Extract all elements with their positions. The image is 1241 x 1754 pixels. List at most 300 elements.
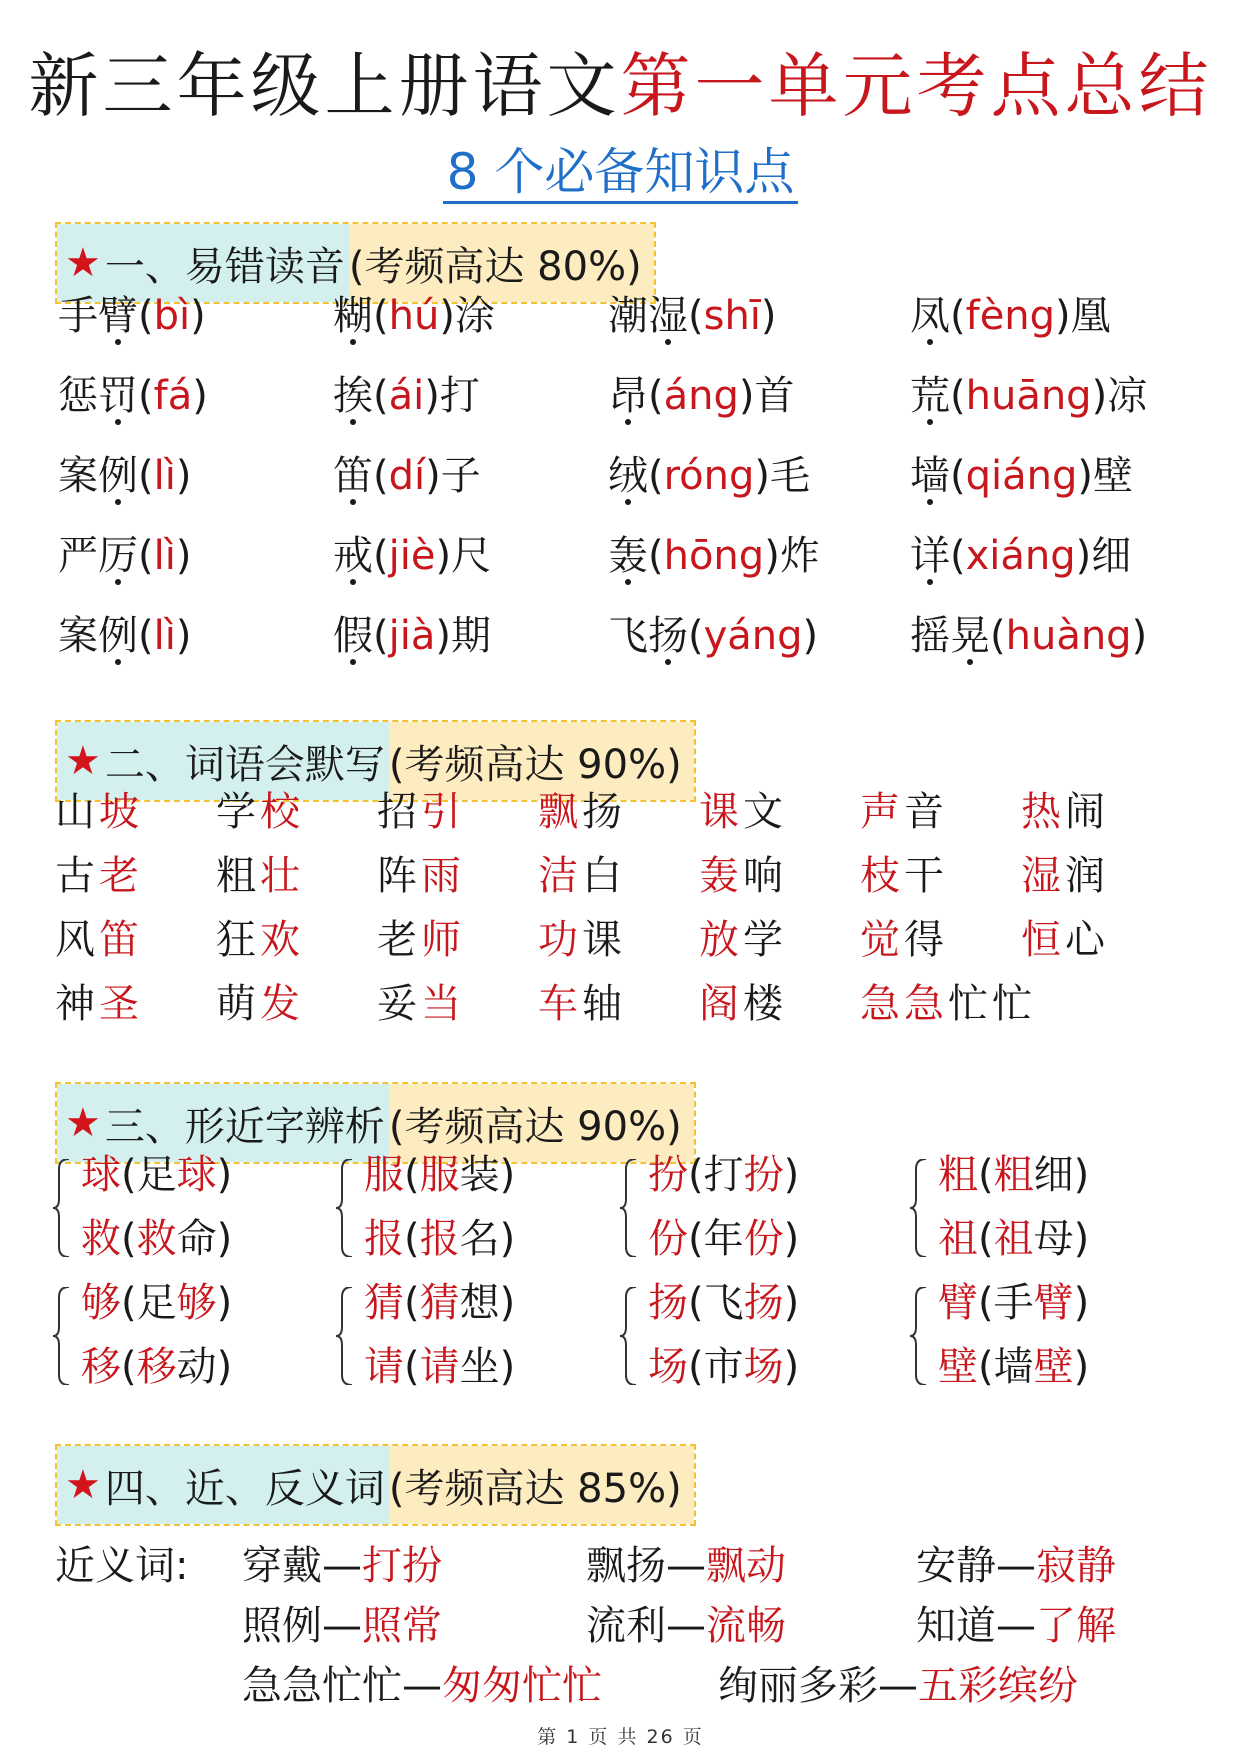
word-first-part: 学 [216, 789, 260, 835]
paren-close: ) [764, 533, 780, 579]
word-item [538, 845, 626, 907]
synonyms-label: 近义词: [55, 1543, 189, 1589]
paren-open: ( [373, 533, 389, 579]
reading-word-part: 案 [58, 453, 98, 499]
word-second-part: 扬 [582, 789, 626, 835]
word-first-part: 神 [55, 981, 99, 1027]
example-char: 名 [459, 1216, 500, 1262]
dotted-character: 罚 [98, 361, 138, 431]
paren-open: ( [138, 613, 154, 659]
brace-icon [53, 1287, 71, 1385]
title-black: 新三年级上册语文 [28, 45, 621, 127]
paren-close: ) [499, 1152, 516, 1198]
synonym-dash: — [322, 1543, 362, 1589]
word-second-part: 欢 [260, 917, 304, 963]
word-item [538, 781, 626, 843]
reading-item [333, 281, 495, 351]
reading-word-part: 涂 [454, 293, 495, 339]
similar-char: 扬 [648, 1280, 688, 1326]
similar-line-2 [938, 1337, 1089, 1397]
similar-line-1 [648, 1145, 799, 1205]
word-second-part: 润 [1065, 853, 1109, 899]
word-item [860, 973, 1036, 1035]
synonym-pair [916, 1596, 1116, 1656]
dotted-character: 笛 [333, 441, 373, 511]
word-second-part: 音 [904, 789, 948, 835]
word-second-part: 楼 [743, 981, 787, 1027]
paren-open: ( [138, 373, 154, 419]
example-char: 祖 [993, 1216, 1034, 1262]
similar-char: 移 [81, 1344, 121, 1390]
word-first-part: 功 [538, 917, 582, 963]
reading-item [58, 281, 206, 351]
reading-word-part: 凰 [1070, 293, 1111, 339]
section-4-header [55, 1444, 696, 1526]
similar-char-pair [622, 1273, 882, 1399]
paren-close: ) [216, 1216, 233, 1262]
word-item [1021, 781, 1109, 843]
paren-close: ) [1073, 1344, 1090, 1390]
synonym-word: 照例 [242, 1603, 322, 1649]
paren-open: ( [373, 293, 389, 339]
reading-item [58, 441, 191, 511]
paren-close: ) [738, 373, 755, 419]
pinyin: shī [703, 293, 761, 339]
word-first-part: 阁 [699, 981, 743, 1027]
word-first-part: 急急 [860, 981, 948, 1027]
word-item [699, 973, 787, 1035]
reading-word-part: 子 [440, 453, 481, 499]
synonym-pair [242, 1596, 442, 1656]
synonym-pair [242, 1656, 602, 1716]
word-item [55, 909, 143, 971]
reading-item [608, 281, 777, 351]
synonym-dash: — [322, 1603, 362, 1649]
page-footer: 第 1 页 共 26 页 [537, 1726, 704, 1748]
paren-close: ) [425, 453, 441, 499]
similar-char: 请 [364, 1344, 404, 1390]
synonym-dash: — [402, 1663, 442, 1709]
similar-line-2 [648, 1209, 799, 1269]
word-item [377, 973, 465, 1035]
pinyin: huāng [965, 373, 1092, 419]
title-red: 第一单元考点总结 [620, 45, 1213, 127]
word-second-part: 当 [421, 981, 465, 1027]
word-item [1021, 845, 1109, 907]
paren-close: ) [754, 453, 770, 499]
paren-open: ( [978, 1344, 994, 1390]
dotted-character: 挨 [333, 361, 373, 431]
dotted-character: 糊 [333, 281, 373, 351]
paren-open: ( [688, 1344, 704, 1390]
paren-close: ) [499, 1344, 516, 1390]
similar-char: 猜 [364, 1280, 404, 1326]
paren-close: ) [1091, 373, 1108, 419]
example-char: 服 [419, 1152, 460, 1198]
reading-word-part: 期 [450, 613, 491, 659]
similar-char: 祖 [938, 1216, 978, 1262]
paren-close: ) [1073, 1280, 1090, 1326]
synonym-pair [586, 1596, 786, 1656]
synonym-dash: — [996, 1543, 1036, 1589]
paren-open: ( [373, 613, 389, 659]
word-second-part: 引 [421, 789, 465, 835]
similar-char: 报 [364, 1216, 404, 1262]
word-item [216, 973, 304, 1035]
word-second-part: 白 [582, 853, 626, 899]
reading-word-part: 壁 [1092, 453, 1133, 499]
paren-open: ( [978, 1280, 994, 1326]
paren-close: ) [1073, 1216, 1090, 1262]
pinyin: hú [388, 293, 440, 339]
example-char: 装 [459, 1152, 500, 1198]
word-second-part: 壮 [260, 853, 304, 899]
reading-item [58, 601, 191, 671]
paren-close: ) [499, 1280, 516, 1326]
synonym-pair [586, 1536, 786, 1596]
dotted-character: 例 [98, 441, 138, 511]
paren-open: ( [648, 453, 664, 499]
word-first-part: 恒 [1021, 917, 1065, 963]
similar-char-pair [912, 1273, 1172, 1399]
example-char: 壁 [1033, 1344, 1074, 1390]
example-char: 足 [136, 1280, 177, 1326]
synonym-word: 知道 [916, 1603, 996, 1649]
similar-char-pair [622, 1145, 882, 1271]
similar-line-2 [364, 1337, 515, 1397]
pinyin: huàng [1005, 613, 1132, 659]
synonym-word: 绚丽多彩 [718, 1663, 878, 1709]
reading-item [910, 601, 1147, 671]
paren-open: ( [648, 373, 664, 419]
similar-line-1 [364, 1145, 515, 1205]
paren-open: ( [990, 613, 1006, 659]
paren-open: ( [978, 1152, 994, 1198]
word-second-part: 响 [743, 853, 787, 899]
word-item [699, 845, 787, 907]
reading-word-part: 凉 [1107, 373, 1148, 419]
brace-icon [620, 1159, 638, 1257]
section-1-frequency: (考频高达 80%) [349, 224, 654, 302]
example-char: 墙 [993, 1344, 1034, 1390]
example-char: 扮 [743, 1152, 784, 1198]
word-item [860, 781, 948, 843]
paren-open: ( [121, 1344, 137, 1390]
word-second-part: 校 [260, 789, 304, 835]
word-second-part: 课 [582, 917, 626, 963]
pinyin: jià [388, 613, 436, 659]
word-second-part: 得 [904, 917, 948, 963]
section-4-name: 四、近、反义词 [104, 1465, 385, 1512]
paren-open: ( [373, 373, 389, 419]
synonym-answer: 匆匆忙忙 [442, 1663, 602, 1709]
example-char: 移 [136, 1344, 177, 1390]
reading-word-part: 摇 [910, 613, 950, 659]
reading-word-part: 严 [58, 533, 98, 579]
reading-item [608, 601, 818, 671]
paren-open: ( [138, 293, 154, 339]
dotted-character: 凤 [910, 281, 950, 351]
word-second-part: 忙忙 [948, 981, 1036, 1027]
similar-char: 臂 [938, 1280, 978, 1326]
example-char: 飞 [703, 1280, 744, 1326]
similar-char: 救 [81, 1216, 121, 1262]
word-second-part: 雨 [421, 853, 465, 899]
pinyin: róng [663, 453, 755, 499]
paren-close: ) [175, 613, 192, 659]
section-4-frequency: (考频高达 85%) [389, 1446, 694, 1524]
synonym-answer: 流畅 [706, 1603, 786, 1649]
word-first-part: 枝 [860, 853, 904, 899]
dotted-character: 假 [333, 601, 373, 671]
synonym-answer: 了解 [1036, 1603, 1116, 1649]
pinyin: ái [388, 373, 425, 419]
word-item [377, 845, 465, 907]
example-char: 臂 [1033, 1280, 1074, 1326]
reading-word-part: 案 [58, 613, 98, 659]
synonym-dash: — [666, 1603, 706, 1649]
paren-open: ( [978, 1216, 994, 1262]
paren-close: ) [760, 293, 777, 339]
word-item [538, 973, 626, 1035]
paren-close: ) [1077, 453, 1093, 499]
brace-icon [910, 1159, 928, 1257]
reading-item [58, 361, 208, 431]
reading-word-part: 毛 [770, 453, 810, 499]
example-char: 打 [703, 1152, 744, 1198]
reading-item [608, 361, 794, 431]
paren-open: ( [950, 453, 966, 499]
word-second-part: 闹 [1065, 789, 1109, 835]
dotted-character: 例 [98, 601, 138, 671]
paren-close: ) [1055, 293, 1071, 339]
word-item [55, 845, 143, 907]
dotted-character: 晃 [950, 601, 990, 671]
pinyin: lì [153, 613, 176, 659]
dotted-character: 臂 [98, 281, 138, 351]
pinyin: fá [153, 373, 193, 419]
paren-open: ( [688, 1216, 704, 1262]
similar-line-2 [81, 1209, 232, 1269]
synonym-word: 急急忙忙 [242, 1663, 402, 1709]
paren-close: ) [499, 1216, 516, 1262]
paren-open: ( [404, 1216, 420, 1262]
similar-char-pair [55, 1145, 315, 1271]
paren-close: ) [175, 533, 192, 579]
word-item [538, 909, 626, 971]
example-char: 坐 [459, 1344, 500, 1390]
word-second-part: 干 [904, 853, 948, 899]
dotted-character: 轰 [608, 521, 648, 591]
reading-word-part: 细 [1091, 533, 1132, 579]
similar-line-2 [648, 1337, 799, 1397]
section-2-name: 二、词语会默写 [104, 741, 385, 788]
reading-word-part: 炸 [779, 533, 820, 579]
star-icon: ★ [65, 240, 101, 286]
reading-word-part: 手 [58, 293, 98, 339]
similar-char: 份 [648, 1216, 688, 1262]
word-second-part: 老 [99, 853, 143, 899]
synonym-word: 流利 [586, 1603, 666, 1649]
word-first-part: 老 [377, 917, 421, 963]
word-item [216, 845, 304, 907]
paren-open: ( [138, 533, 154, 579]
brace-icon [620, 1287, 638, 1385]
word-first-part: 觉 [860, 917, 904, 963]
reading-item [910, 441, 1133, 511]
word-second-part: 发 [260, 981, 304, 1027]
word-first-part: 山 [55, 789, 99, 835]
similar-line-2 [938, 1209, 1089, 1269]
synonym-pair [718, 1656, 1078, 1716]
word-first-part: 课 [699, 789, 743, 835]
word-first-part: 声 [860, 789, 904, 835]
reading-item [910, 281, 1111, 351]
word-first-part: 放 [699, 917, 743, 963]
example-char: 足 [136, 1152, 177, 1198]
section-4-title [57, 1446, 389, 1524]
word-item [860, 845, 948, 907]
word-first-part: 风 [55, 917, 99, 963]
pinyin: dí [388, 453, 426, 499]
synonym-answer: 打扮 [362, 1543, 442, 1589]
word-first-part: 萌 [216, 981, 260, 1027]
synonym-answer: 飘动 [706, 1543, 786, 1589]
paren-open: ( [121, 1152, 137, 1198]
paren-close: ) [216, 1280, 233, 1326]
example-char: 球 [176, 1152, 217, 1198]
example-char: 救 [136, 1216, 177, 1262]
pinyin: bì [153, 293, 191, 339]
word-item [377, 781, 465, 843]
example-char: 请 [419, 1344, 460, 1390]
word-item [860, 909, 948, 971]
example-char: 场 [743, 1344, 784, 1390]
paren-close: ) [175, 453, 192, 499]
example-char: 命 [176, 1216, 217, 1262]
paren-close: ) [1073, 1152, 1090, 1198]
paren-close: ) [439, 293, 455, 339]
dotted-character: 戒 [333, 521, 373, 591]
word-first-part: 飘 [538, 789, 582, 835]
similar-char: 球 [81, 1152, 121, 1198]
word-first-part: 热 [1021, 789, 1065, 835]
subtitle-text: 8 个必备知识点 [443, 143, 799, 204]
paren-open: ( [688, 1280, 704, 1326]
paren-open: ( [688, 1152, 704, 1198]
reading-word-part: 打 [439, 373, 480, 419]
pinyin: lì [153, 453, 176, 499]
paren-open: ( [950, 293, 966, 339]
dotted-character: 昂 [608, 361, 648, 431]
word-item [699, 909, 787, 971]
section-2-frequency: (考频高达 90%) [389, 722, 694, 800]
example-char: 够 [176, 1280, 217, 1326]
synonym-dash: — [996, 1603, 1036, 1649]
similar-line-2 [364, 1209, 515, 1269]
paren-close: ) [216, 1344, 233, 1390]
word-item [216, 781, 304, 843]
paren-open: ( [404, 1152, 420, 1198]
synonym-word: 安静 [916, 1543, 996, 1589]
similar-char: 粗 [938, 1152, 978, 1198]
word-second-part: 圣 [99, 981, 143, 1027]
reading-word-part: 首 [754, 373, 795, 419]
word-first-part: 招 [377, 789, 421, 835]
pinyin: lì [153, 533, 176, 579]
word-first-part: 车 [538, 981, 582, 1027]
similar-char: 扮 [648, 1152, 688, 1198]
pinyin: yáng [703, 613, 803, 659]
paren-open: ( [404, 1280, 420, 1326]
similar-char-pair [912, 1145, 1172, 1271]
similar-char-pair [55, 1273, 315, 1399]
paren-close: ) [424, 373, 440, 419]
example-char: 市 [703, 1344, 744, 1390]
word-second-part: 坡 [99, 789, 143, 835]
similar-line-2 [81, 1337, 232, 1397]
reading-word-part: 飞 [608, 613, 648, 659]
paren-open: ( [688, 293, 704, 339]
paren-close: ) [783, 1280, 800, 1326]
reading-item [58, 521, 191, 591]
similar-line-1 [938, 1145, 1089, 1205]
reading-word-part: 惩 [58, 373, 98, 419]
pinyin: hōng [663, 533, 765, 579]
paren-close: ) [435, 613, 451, 659]
section-3-name: 三、形近字辨析 [104, 1103, 385, 1150]
brace-icon [910, 1287, 928, 1385]
reading-word-part: 尺 [451, 533, 492, 579]
similar-char: 场 [648, 1344, 688, 1390]
similar-line-1 [938, 1273, 1089, 1333]
paren-open: ( [648, 533, 664, 579]
word-second-part: 心 [1065, 917, 1109, 963]
example-char: 手 [993, 1280, 1034, 1326]
paren-close: ) [435, 533, 452, 579]
similar-line-1 [81, 1273, 232, 1333]
word-item [377, 909, 465, 971]
synonym-answer: 寂静 [1036, 1543, 1116, 1589]
dotted-character: 墙 [910, 441, 950, 511]
brace-icon [336, 1287, 354, 1385]
similar-char-pair [338, 1145, 598, 1271]
synonym-dash: — [666, 1543, 706, 1589]
similar-line-1 [648, 1273, 799, 1333]
pinyin: jiè [388, 533, 436, 579]
example-char: 年 [703, 1216, 744, 1262]
synonym-pair [242, 1536, 442, 1596]
pinyin: áng [663, 373, 739, 419]
reading-item [333, 601, 491, 671]
paren-close: ) [783, 1152, 800, 1198]
synonym-word: 飘扬 [586, 1543, 666, 1589]
brace-icon [53, 1159, 71, 1257]
synonym-dash: — [878, 1663, 918, 1709]
paren-open: ( [121, 1216, 137, 1262]
synonym-answer: 五彩缤纷 [918, 1663, 1078, 1709]
paren-open: ( [138, 453, 154, 499]
pinyin: fèng [965, 293, 1056, 339]
similar-char: 够 [81, 1280, 121, 1326]
example-char: 想 [459, 1280, 500, 1326]
paren-open: ( [121, 1280, 137, 1326]
reading-item [910, 521, 1131, 591]
reading-word-part: 潮 [608, 293, 648, 339]
word-item [55, 973, 143, 1035]
synonym-answer: 照常 [362, 1603, 442, 1649]
example-char: 粗 [993, 1152, 1034, 1198]
